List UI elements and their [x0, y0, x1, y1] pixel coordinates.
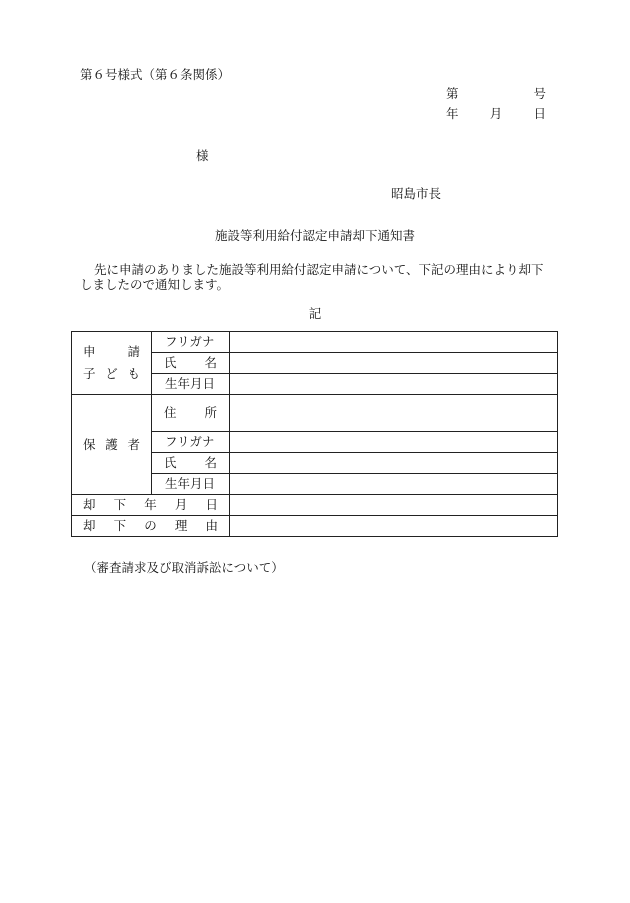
ki-heading: 記 [308, 306, 322, 321]
guardian-label-char: 者 [127, 436, 140, 452]
rejection-date-value[interactable] [230, 495, 558, 516]
child-furigana-value[interactable] [230, 332, 558, 353]
addressee-honorific: 様 [196, 148, 209, 163]
child-label-char: も [127, 366, 140, 381]
guardian-furigana-label: フリガナ [152, 432, 230, 453]
guardian-address-label: 住 所 [152, 395, 230, 432]
child-furigana-label: フリガナ [152, 332, 230, 353]
rejection-reason-row [72, 516, 558, 537]
doc-number-prefix: 第 [446, 86, 459, 101]
guardian-label-char: 保 [83, 436, 96, 452]
guardian-address-value[interactable] [230, 395, 558, 432]
rejection-date-row [72, 495, 558, 516]
date-year: 年 [446, 106, 459, 121]
rejection-reason-label: 却 下 の 理 由 [72, 516, 230, 537]
date-day: 日 [533, 106, 546, 121]
child-birthdate-label: 生年月日 [152, 374, 230, 395]
date-month: 月 [489, 106, 503, 121]
document-title: 施設等利用給付認定申請却下通知書 [214, 228, 415, 243]
child-name-label: 氏 名 [152, 353, 230, 374]
rejection-reason-value[interactable] [230, 516, 558, 537]
child-category-cell [72, 332, 152, 395]
rejection-date-label: 却 下 年 月 日 [72, 495, 230, 516]
guardian-name-value[interactable] [230, 453, 558, 474]
child-label-char: 子 [83, 366, 96, 381]
child-label-char: 申 [83, 344, 96, 359]
guardian-furigana-value[interactable] [230, 432, 558, 453]
guardian-birthdate-value[interactable] [230, 474, 558, 495]
issuer: 昭島市長 [391, 186, 442, 201]
child-name-value[interactable] [230, 353, 558, 374]
child-label-char: 請 [127, 344, 140, 359]
child-birthdate-value[interactable] [230, 374, 558, 395]
guardian-name-label: 氏 名 [152, 453, 230, 474]
appeal-note: （審査請求及び取消訴訟について） [84, 560, 284, 575]
guardian-category-cell [72, 395, 152, 495]
guardian-label-char: 護 [105, 436, 118, 452]
child-furigana-row [72, 332, 558, 353]
child-label-char: ど [105, 366, 118, 381]
document-number-line [446, 84, 546, 102]
date-line [446, 104, 546, 122]
form-number: 第６号様式（第６条関係） [80, 67, 231, 82]
details-table [71, 331, 558, 537]
body-text: 先に申請のありました施設等利用給付認定申請について、下記の理由により却下しましたので通知します。 [80, 262, 544, 292]
guardian-address-row [72, 395, 558, 432]
doc-number-suffix: 号 [533, 86, 546, 101]
guardian-birthdate-label: 生年月日 [152, 474, 230, 495]
